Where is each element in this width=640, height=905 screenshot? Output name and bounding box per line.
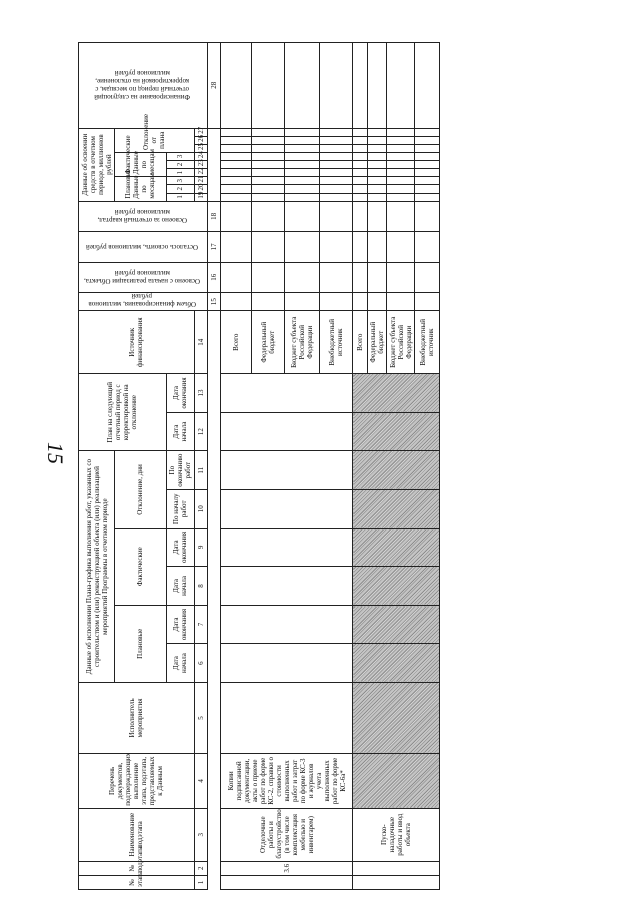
executor-cell (221, 682, 353, 753)
col-number: 6 (194, 644, 207, 683)
col-number: 13 (194, 374, 207, 413)
col-number: 8 (194, 567, 207, 606)
col-number: 3 (194, 808, 207, 861)
substage-name: Отделочные работы и благоустройство (в том числе комплектация мебелью и инвентарем) (221, 808, 353, 861)
header-actual-end: Дата окончания (166, 528, 194, 567)
substage-no: 3.6 (221, 861, 353, 875)
col-number: 22 (194, 169, 207, 177)
source-total: Всего (221, 311, 252, 374)
header-spent-quarter: Освоено за отчетный квартал, миллионов рублей (79, 201, 208, 231)
header-dev-end: По окончанию работ (166, 451, 194, 490)
col-number: 19 (194, 193, 207, 201)
col-number: 24 (194, 153, 207, 161)
header-substage-no: № подэтапа (79, 861, 195, 875)
header-next-funding: Финансирование на следующий отчетный период по месяцам, с корректировкой на отклонение, миллионов рублей (79, 43, 208, 129)
col-number: 16 (207, 262, 220, 292)
header-planned-end: Дата окончания (166, 605, 194, 644)
header-funding-source: Источник финансирования (79, 311, 195, 374)
header-deviation: Отклонение, дни (115, 451, 167, 528)
header-planned-start: Дата начала (166, 644, 194, 683)
col-number: 28 (207, 43, 220, 129)
page-number: 15 (43, 442, 68, 464)
header-dev-start: По началу работ (166, 490, 194, 529)
header-actual-start: Дата начала (166, 567, 194, 606)
header-documents: Перечень документов, подтверждающих выполнение этапа, подэтапа, представляемых к Данным (79, 753, 195, 808)
col-number: 2 (194, 861, 207, 875)
source-federal: Федеральный бюджет (252, 311, 285, 374)
source-offbudget: Внебюджетный источник (320, 311, 353, 374)
month-no: 2 (166, 185, 194, 193)
col-number: 14 (194, 311, 207, 374)
header-plan-start: Дата начала (166, 412, 194, 451)
header-schedule-group: Данные об исполнении Плана-графика выполнения работ, указанных со строительством и (или) реконструкцией объекта (или) реализацией мероприятий Программы в отчетном периоде (79, 451, 115, 683)
source-total: Всего (353, 311, 367, 374)
col-number: 4 (194, 753, 207, 808)
col-number: 18 (207, 201, 220, 231)
col-number: 5 (194, 682, 207, 753)
substage-no-empty (353, 861, 440, 875)
substage-documents: Копии подписанной документации, акты о приеме работ по форме КС-2, справки о стоимости выполненных работ и затрат по форме КС-3 и журналов учета выполненных работ по форме КС-6а* (221, 753, 353, 808)
col-number: 9 (194, 528, 207, 567)
header-planned-monthly: Плановые Данные по месяцам (115, 177, 167, 201)
header-planned: Плановые (115, 605, 167, 682)
shaded-cell (353, 682, 440, 753)
col-number: 20 (194, 185, 207, 193)
month-no: 3 (166, 153, 194, 161)
shaded-cell (353, 753, 440, 808)
month-no: 1 (166, 193, 194, 201)
col-number: 26 (194, 136, 207, 144)
stage-cell (353, 875, 440, 889)
col-number: 11 (194, 451, 207, 490)
source-regional: Бюджет субъекта Российской Федерации (387, 311, 415, 374)
header-funding-volume: Объем финансирования, миллионов рублей (79, 293, 208, 311)
substage-name: Пуско-наладочные работы и ввод объекта (353, 808, 440, 861)
col-number: 23 (194, 161, 207, 169)
source-federal: Федеральный бюджет (367, 311, 387, 374)
source-offbudget: Внебюджетный источник (415, 311, 440, 374)
header-stage-no: № этапа (79, 875, 195, 889)
col-number: 27 (194, 128, 207, 136)
header-next-plan: План на следующий отчетный период с корректировкой на отклонение (79, 374, 167, 451)
header-actual: Фактические (115, 528, 167, 605)
header-deviation-from-plan: Отклонение от плана (115, 128, 194, 152)
stage-cell (221, 875, 353, 889)
col-number: 10 (194, 490, 207, 529)
month-no: 3 (166, 177, 194, 185)
col-number: 15 (207, 293, 220, 311)
header-executor: Исполнитель мероприятия (79, 682, 195, 753)
col-number: 7 (194, 605, 207, 644)
col-number: 17 (207, 232, 220, 262)
col-number: 12 (194, 412, 207, 451)
month-no: 1 (166, 169, 194, 177)
col-number: 25 (194, 144, 207, 152)
report-table (78, 42, 440, 890)
col-number: 21 (194, 177, 207, 185)
source-regional: Бюджет субъекта Российской Федерации (285, 311, 320, 374)
header-substage-name: Наименование подэтапа (79, 808, 195, 861)
header-plan-end: Дата окончания (166, 374, 194, 413)
header-remaining: Осталось освоить, миллионов рублей (79, 232, 208, 262)
header-spend-group: Данные об освоении средств в отчетном периоде, миллионов рублей (79, 128, 115, 201)
header-spent-since-start: Освоено с начала реализации Объекта, миллионов рублей (79, 262, 208, 292)
header-actual-monthly: Фактические Данные по месяцам (115, 153, 167, 177)
rotated-report (78, 42, 440, 890)
col-number: 1 (194, 875, 207, 889)
month-no: 2 (166, 161, 194, 169)
